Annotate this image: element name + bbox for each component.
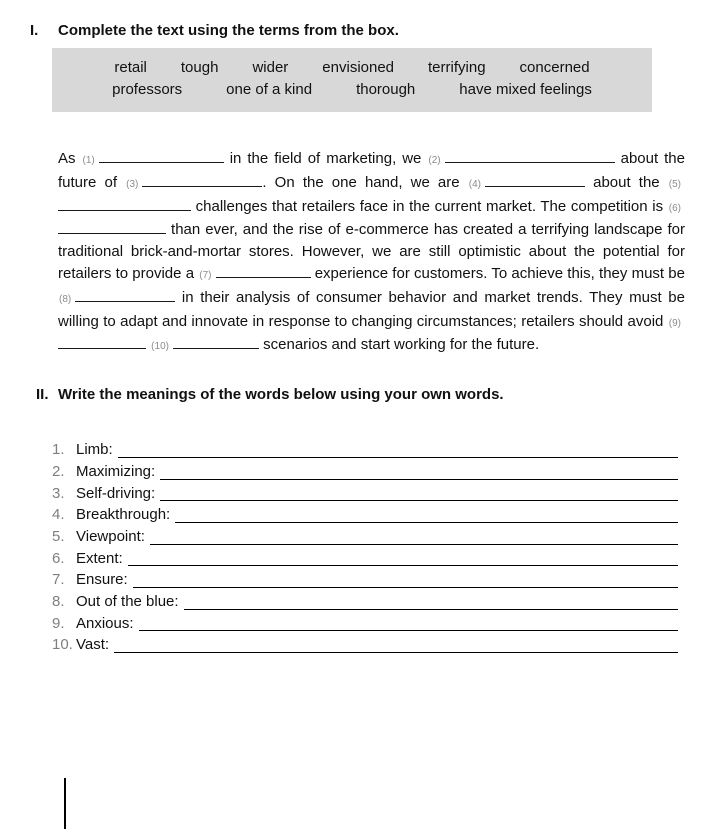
section-2-heading	[0, 358, 720, 403]
answer-line	[160, 483, 678, 502]
blank-3	[142, 175, 262, 187]
section-2-number: II.	[36, 386, 49, 404]
definition-row	[52, 504, 678, 526]
paragraph-text: . On the one hand, we are	[262, 173, 468, 191]
blank-10	[173, 337, 259, 349]
item-number: 2.	[52, 462, 65, 480]
word-box-term: terrifying	[428, 59, 486, 76]
blank-marker-6: (6)	[668, 202, 681, 214]
paragraph-text: about the	[584, 173, 668, 191]
definition-row	[52, 613, 678, 635]
item-number: 6.	[52, 549, 65, 567]
paragraph-text: about the future of	[58, 150, 685, 191]
vocab-word: Extent:	[76, 549, 123, 567]
answer-line	[128, 548, 678, 567]
item-number: 1.	[52, 441, 65, 459]
word-box-term: have mixed feelings	[459, 81, 592, 98]
paragraph-text: than ever, and the rise of e-commerce has created a terrifying landscape for traditional brick-and-mortar stores. However, we are still optimistic about the potential for retailers to provide a	[58, 221, 685, 282]
vocab-word: Ensure:	[76, 571, 128, 589]
vocab-word: Breakthrough:	[76, 506, 171, 524]
item-number: 7.	[52, 571, 65, 589]
paragraph-text	[146, 336, 150, 353]
word-box	[52, 48, 652, 112]
word-box-term: retail	[114, 59, 147, 76]
vocab-word: Vast:	[76, 636, 110, 654]
word-box-term: concerned	[519, 59, 590, 76]
vocab-word: Limb:	[76, 441, 113, 459]
fill-in-paragraph	[58, 148, 685, 358]
blank-7	[216, 266, 311, 278]
section-1-title: Complete the text using the terms from the box.	[58, 22, 399, 39]
blank-6	[58, 222, 166, 234]
word-box-term: professors	[112, 81, 183, 98]
answer-line	[184, 591, 678, 610]
word-box-term: thorough	[356, 81, 416, 98]
blank-9	[58, 337, 146, 349]
blank-4	[485, 175, 585, 187]
paragraph-text: As	[58, 150, 82, 167]
blank-marker-9: (9)	[668, 317, 681, 329]
definition-row	[52, 461, 678, 483]
definition-row	[52, 548, 678, 570]
answer-line	[133, 569, 678, 588]
answer-line	[160, 461, 678, 480]
paragraph-text: experience for customers. To achieve this, they must be	[310, 264, 685, 282]
blank-marker-2: (2)	[428, 155, 441, 166]
item-number: 10.	[52, 636, 73, 654]
answer-line	[150, 526, 678, 545]
definition-row	[52, 569, 678, 591]
definition-row	[52, 483, 678, 505]
page-edge-artifact-line	[64, 778, 66, 829]
vocab-word: Self-driving:	[76, 484, 156, 502]
item-number: 5.	[52, 527, 65, 545]
word-box-term: wider	[252, 59, 289, 76]
word-box-term: tough	[180, 59, 219, 76]
word-box-row-2	[52, 79, 652, 101]
blank-marker-3: (3)	[126, 178, 139, 190]
section-2-title: Write the meanings of the words below using your own words.	[58, 386, 504, 404]
word-box-row-1	[52, 57, 652, 79]
section-1-heading	[0, 0, 720, 39]
blank-marker-8: (8)	[59, 293, 72, 305]
vocab-word: Out of the blue:	[76, 592, 179, 610]
word-box-term: envisioned	[322, 59, 395, 76]
item-number: 4.	[52, 506, 65, 524]
definition-row	[52, 526, 678, 548]
vocab-word: Anxious:	[76, 614, 134, 632]
definition-row	[52, 439, 678, 461]
blank-marker-10: (10)	[151, 341, 169, 353]
answer-line	[139, 613, 678, 632]
paragraph-text: in their analysis of consumer behavior and market trends. They must be willing to adapt and innovate in response to changing circumstances; retailers should avoid	[58, 288, 685, 330]
paragraph-text: challenges that retailers face in the current market. The competition is	[191, 197, 668, 215]
blank-8	[75, 290, 175, 302]
word-box-term: one of a kind	[226, 81, 313, 98]
blank-5	[58, 199, 191, 211]
blank-2	[445, 151, 615, 163]
item-number: 3.	[52, 484, 65, 502]
definition-row	[52, 634, 678, 656]
blank-marker-1: (1)	[82, 155, 95, 166]
section-1-number: I.	[30, 22, 39, 39]
definition-list	[52, 439, 678, 656]
blank-1	[99, 151, 224, 163]
blank-marker-5: (5)	[668, 178, 682, 190]
item-number: 8.	[52, 592, 65, 610]
answer-line	[175, 504, 678, 523]
definition-row	[52, 591, 678, 613]
blank-marker-4: (4)	[468, 178, 481, 190]
blank-marker-7: (7)	[199, 269, 212, 281]
paragraph-text: scenarios and start working for the future.	[258, 336, 540, 354]
item-number: 9.	[52, 614, 65, 632]
vocab-word: Viewpoint:	[76, 527, 145, 545]
answer-line	[114, 634, 678, 653]
paragraph-text: in the field of marketing, we	[223, 150, 428, 167]
answer-line	[118, 439, 678, 458]
vocab-word: Maximizing:	[76, 462, 156, 480]
